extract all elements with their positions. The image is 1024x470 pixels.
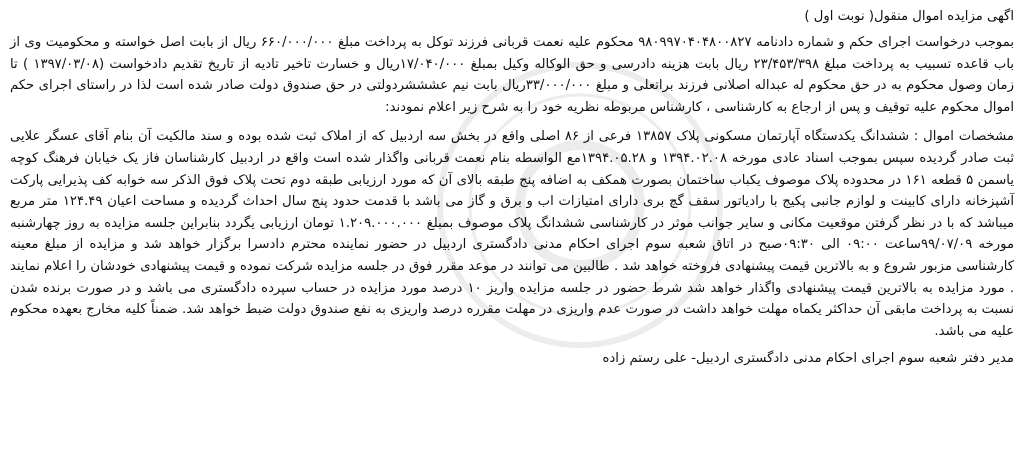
- notice-paragraph-property-details: مشخصات اموال : ششدانگ یکدستگاه آپارتمان مسکونی پلاک ۱۳۸۵۷ فرعی از ۸۶ اصلی واقع در بخش سه اردبیل که از املاک ثبت شده بوده و سند مالکیت آن بنام آقای عسگر علایی ثبت صادر گردیده سپس بموجب اسناد عادی مورخه ۱۳۹۴.۰۲.۰۸ و ۱۳۹۴.۰۵.۲۸مع الواسطه بنام نعمت قربانی واگذار شده است واقع در اردبیل کارشناسان فاز یک خیابان فرهنگ کوچه یاسمن ۵ قطعه ۱۶۱ در محدوده پلاک موصوف یکباب ساختمان بصورت همکف به اضافه پنج طبقه بالای آن که مورد ارزیابی طبقه دوم تحت پلاک فوق الذکر سه خوابه کف پذیرایی پارکت آشپزخانه دارای کابینت و لوازم جانبی پکیج با رادیاتور سقف گچ بری دارای امتیازات اب و برق و گاز می باشد با قدمت حدود پنج سال احداث گردیده و مساحت اعیان ۱۲۴.۴۹ متر مربع میباشد که با در نظر گرفتن موقعیت مکانی و سایر جوانب موثر در کارشناسی ششدانگ پلاک موصوف بمبلغ ۱.۲۰۹.۰۰۰.۰۰۰ تومان ارزیابی یگردد بنابراین جلسه مزایده به روز چهارشنبه مورخه ۹۹/۰۷/۰۹ساعت ۰۹:۰۰ الی ۰۹:۳۰صبح در اتاق شعبه سوم اجرای احکام مدنی دادگستری اردبیل در حضور نماینده محترم دادسرا برگزار خواهد شد و مزایده از مبلغ معینه کارشناسی مزبور شروع و به بالاترین قیمت پیشنهادی فروخته خواهد شد . طالبین می توانند در موعد مقرر فوق در جلسه مزایده شرکت نموده و قیمت پیشنهادی خودشان را اعلام نمایند . مورد مزایده به بالاترین قیمت پیشنهادی واگذار خواهد شد شرط حضور در جلسه مزایده واریز ۱۰ درصد مورد مزایده در حساب سپرده دادگستری می باشد و در صورت برنده شدن نسبت به پرداخت مابقی آن حداکثر یکماه مهلت خواهد داشت در صورت عدم واریزی در مهلت مقرره درصد واریزی به نفع صندوق دولت ضبط خواهد شد. ضمناً کلیه مخارج بعهده محکوم علیه می باشد.: [10, 129, 1015, 339]
- notice-title: اگهی مزایده اموال منقول( نوبت اول ): [804, 9, 1014, 24]
- notice-paragraph-request: بموجب درخواست اجرای حکم و شماره دادنامه ۹۸۰۹۹۷۰۴۰۴۸۰۰۸۲۷ محکوم علیه نعمت قربانی فرزند توکل به پرداخت مبلغ ۶۶۰/۰۰۰/۰۰۰ ریال از بابت اصل خواسته و محکومیت وی از باب قاعده تسبیب به پرداخت مبلغ ۲۳/۴۵۳/۳۹۸ ریال بابت هزینه دادرسی و حق الوکاله وکیل بمبلغ ۱۷/۰۴۰/۰۰۰ریال و خسارت تاخیر تادیه از تاریخ تقدیم دادخواست (۱۳۹۷/۰۳/۰۸ ) تا زمان وصول محکوم به در حق محکوم له عبداله اصلانی فرزند براتعلی و مبلغ ۳۳/۰۰۰/۰۰۰ریال بابت نیم عشششردولتی در حق صندوق دولت صادر شده است لذا در راستای اجرای حکم اموال محکوم علیه توقیف و پس از ارجاع به کارشناسی ، کارشناس مربوطه نظریه خود را به شرح زیر اعلام نمودند:: [10, 35, 1015, 115]
- notice-signature: مدیر دفتر شعبه سوم اجرای احکام مدنی دادگستری اردبیل- علی رستم زاده: [602, 351, 1014, 367]
